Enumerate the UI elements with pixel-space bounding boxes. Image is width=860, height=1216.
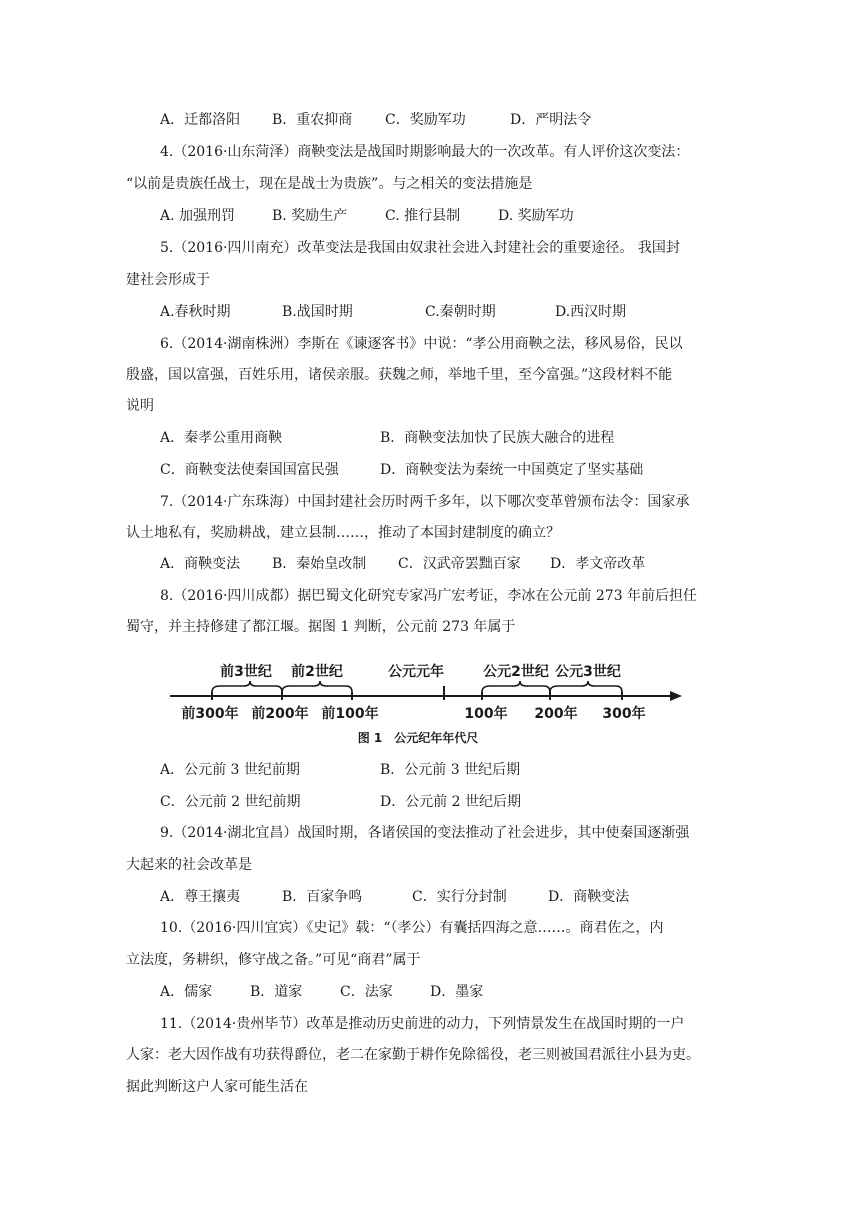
q10-option-a: A．儒家 bbox=[160, 984, 213, 1000]
q10-option-d: D．墨家 bbox=[430, 984, 484, 1000]
label-bc100: 前100年 bbox=[321, 706, 379, 722]
q4-stem-line1: 4.（2016·山东菏泽）商鞅变法是战国时期影响最大的一次改革。有人评价这次变法： bbox=[160, 144, 690, 160]
label-ad3-century: 公元3世纪 bbox=[555, 664, 621, 680]
figure-caption: 图 1 公元纪年年代尺 bbox=[357, 731, 479, 745]
q9-option-a: A．尊王攘夷 bbox=[160, 889, 241, 905]
q5-option-a: A.春秋时期 bbox=[160, 304, 231, 320]
brace-ad2 bbox=[482, 681, 550, 692]
q9-option-d: D．商鞅变法 bbox=[548, 889, 630, 905]
q8-option-d: D．公元前 2 世纪后期 bbox=[380, 794, 522, 810]
label-ad-year-one: 公元元年 bbox=[388, 664, 444, 680]
brace-ad3 bbox=[550, 681, 622, 692]
q7-stem-line1: 7.（2014·广东珠海）中国封建社会历时两千多年，以下哪次变革曾颁布法令：国家承 bbox=[160, 494, 690, 510]
q4-option-b: B. 奖励生产 bbox=[272, 208, 348, 224]
q8-stem-line2: 蜀守，并主持修建了都江堰。据图 1 判断，公元前 273 年属于 bbox=[126, 619, 516, 635]
q4-option-c: C. 推行县制 bbox=[385, 208, 461, 224]
q10-stem-line2: 立法度，务耕织，修守战之备。”可见“商君”属于 bbox=[126, 952, 421, 968]
q8-option-c: C．公元前 2 世纪前期 bbox=[160, 794, 301, 810]
q11-stem-line3: 据此判断这户人家可能生活在 bbox=[126, 1079, 308, 1095]
q4-option-d: D. 奖励军功 bbox=[498, 208, 574, 224]
q7-stem-line2: 认土地私有，奖励耕战，建立县制……，推动了本国封建制度的确立？ bbox=[126, 525, 560, 541]
q9-stem-line2: 大起来的社会改革是 bbox=[126, 857, 252, 873]
label-bc200: 前200年 bbox=[251, 706, 309, 722]
q9-stem-line1: 9.（2014·湖北宜昌）战国时期，各诸侯国的变法推动了社会进步，其中使秦国逐渐强 bbox=[160, 825, 690, 841]
q8-option-a: A．公元前 3 世纪前期 bbox=[160, 762, 300, 778]
q5-stem-line1: 5.（2016·四川南充）改革变法是我国由奴隶社会进入封建社会的重要途径。 我国封 bbox=[160, 240, 680, 256]
label-ad200: 200年 bbox=[534, 706, 578, 722]
q6-stem-line3: 说明 bbox=[126, 398, 154, 414]
q3-option-a: A．迁都洛阳 bbox=[160, 112, 241, 128]
q10-option-c: C．法家 bbox=[340, 984, 393, 1000]
brace-bc2 bbox=[282, 681, 352, 692]
q3-option-b: B．重农抑商 bbox=[272, 112, 353, 128]
q11-stem-line1: 11.（2014·贵州毕节）改革是推动历史前进的动力，下列情景发生在战国时期的一户 bbox=[160, 1016, 685, 1032]
q3-option-d: D．严明法令 bbox=[510, 112, 592, 128]
q6-stem-line2: 殷盛，国以富强，百姓乐用，诸侯亲服。获魏之师，举地千里，至今富强。”这段材料不能 bbox=[126, 367, 673, 383]
q10-stem-line1: 10.（2016·四川宜宾）《史记》载：“（孝公）有囊括四海之意……。商君佐之，内 bbox=[160, 920, 664, 936]
q8-option-b: B．公元前 3 世纪后期 bbox=[380, 762, 521, 778]
q6-stem-line1: 6.（2014·湖南株洲）李斯在《谏逐客书》中说：“孝公用商鞅之法，移风易俗，民以 bbox=[160, 336, 683, 352]
q4-option-a: A. 加强刑罚 bbox=[160, 208, 236, 224]
q6-option-d: D．商鞅变法为秦统一中国奠定了坚实基础 bbox=[380, 462, 644, 478]
q5-stem-line2: 建社会形成于 bbox=[126, 272, 210, 288]
timeline-arrow bbox=[670, 691, 682, 701]
label-bc300: 前300年 bbox=[181, 706, 239, 722]
q8-stem-line1: 8.（2016·四川成都）据巴蜀文化研究专家冯广宏考证，李冰在公元前 273 年前后担任 bbox=[160, 588, 698, 604]
q9-option-c: C．实行分封制 bbox=[412, 889, 507, 905]
q7-option-c: C．汉武帝罢黜百家 bbox=[398, 556, 521, 572]
q7-option-a: A．商鞅变法 bbox=[160, 556, 241, 572]
q7-option-b: B．秦始皇改制 bbox=[272, 556, 367, 572]
q6-option-b: B．商鞅变法加快了民族大融合的进程 bbox=[380, 430, 615, 446]
q6-option-c: C．商鞅变法使秦国国富民强 bbox=[160, 462, 339, 478]
q5-option-b: B.战国时期 bbox=[282, 304, 353, 320]
brace-bc3 bbox=[212, 681, 282, 692]
label-ad2-century: 公元2世纪 bbox=[483, 664, 549, 680]
label-ad100: 100年 bbox=[464, 706, 508, 722]
q10-option-b: B．道家 bbox=[250, 984, 303, 1000]
label-bc3-century: 前3世纪 bbox=[220, 664, 272, 680]
q4-stem-line2: “以前是贵族任战士，现在是战士为贵族”。与之相关的变法措施是 bbox=[126, 176, 533, 192]
era-timeline-figure bbox=[164, 656, 694, 746]
q11-stem-line2: 人家：老大因作战有功获得爵位，老二在家勤于耕作免除徭役，老三则被国君派往小县为吏。 bbox=[126, 1047, 700, 1063]
q9-option-b: B．百家争鸣 bbox=[282, 889, 363, 905]
label-bc2-century: 前2世纪 bbox=[291, 664, 343, 680]
q3-option-c: C．奖励军功 bbox=[385, 112, 466, 128]
q5-option-d: D.西汉时期 bbox=[555, 304, 627, 320]
q5-option-c: C.秦朝时期 bbox=[425, 304, 496, 320]
q7-option-d: D．孝文帝改革 bbox=[550, 556, 646, 572]
label-ad300: 300年 bbox=[602, 706, 646, 722]
q6-option-a: A．秦孝公重用商鞅 bbox=[160, 430, 283, 446]
